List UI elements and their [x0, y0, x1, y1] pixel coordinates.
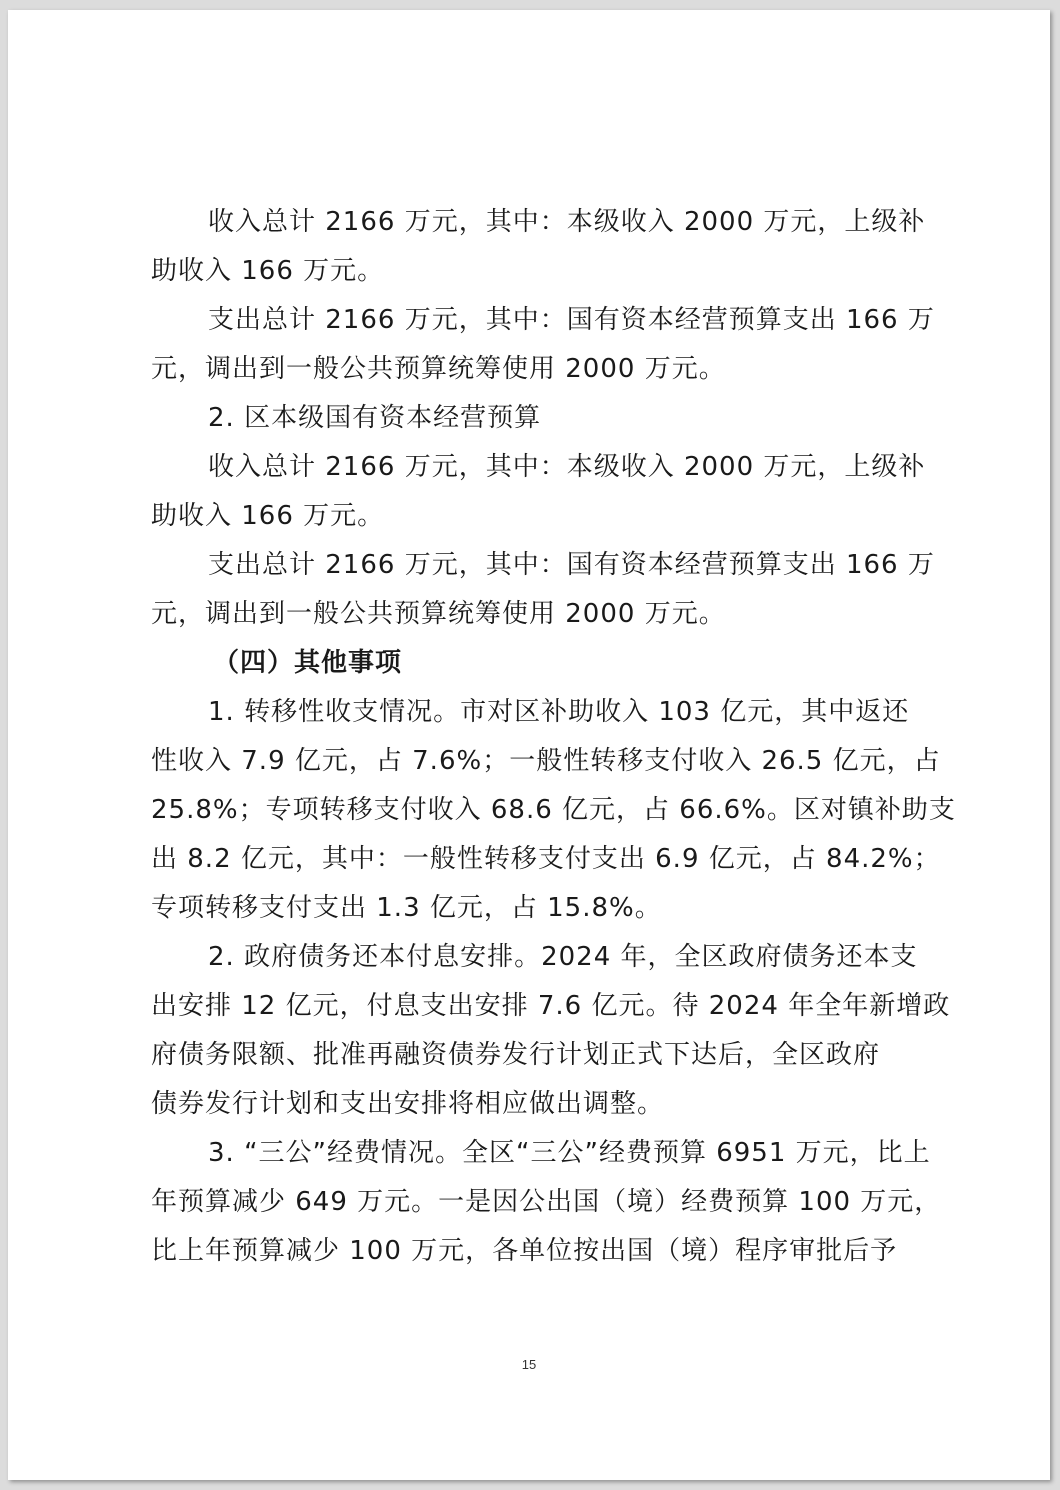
text-line: 2. 政府债务还本付息安排。2024 年，全区政府债务还本支: [208, 942, 918, 972]
text-line: 支出总计 2166 万元，其中：国有资本经营预算支出 166 万: [208, 305, 935, 335]
text-line: 债券发行计划和支出安排将相应做出调整。: [151, 1089, 665, 1119]
text-line: 收入总计 2166 万元，其中：本级收入 2000 万元，上级补: [208, 207, 926, 237]
text-line: 25.8%；专项转移支付收入 68.6 亿元，占 66.6%。区对镇补助支: [151, 795, 956, 825]
document-body: [151, 198, 956, 1276]
text-line: 助收入 166 万元。: [151, 501, 385, 531]
text-line: 比上年预算减少 100 万元，各单位按出国（境）程序审批后予: [151, 1236, 898, 1266]
text-line: （四）其他事项: [213, 648, 403, 678]
text-line: 1. 转移性收支情况。市对区补助收入 103 亿元，其中返还: [208, 697, 910, 727]
text-line: 专项转移支付支出 1.3 亿元，占 15.8%。: [151, 893, 662, 923]
page-number: 15: [521, 1357, 537, 1372]
document-page: [8, 10, 1050, 1480]
text-line: 3. “三公”经费情况。全区“三公”经费预算 6951 万元，比上: [208, 1138, 931, 1168]
text-line: 元，调出到一般公共预算统筹使用 2000 万元。: [151, 354, 726, 384]
text-line: 年预算减少 649 万元。一是因公出国（境）经费预算 100 万元，: [151, 1187, 942, 1217]
text-line: 出安排 12 亿元，付息支出安排 7.6 亿元。待 2024 年全年新增政: [151, 991, 951, 1021]
text-line: 助收入 166 万元。: [151, 256, 385, 286]
text-line: 府债务限额、批准再融资债券发行计划正式下达后，全区政府: [151, 1040, 881, 1070]
text-line: 2. 区本级国有资本经营预算: [208, 403, 542, 433]
text-line: 收入总计 2166 万元，其中：本级收入 2000 万元，上级补: [208, 452, 926, 482]
text-line: 性收入 7.9 亿元，占 7.6%；一般性转移支付收入 26.5 亿元，占: [151, 746, 941, 776]
text-line: 支出总计 2166 万元，其中：国有资本经营预算支出 166 万: [208, 550, 935, 580]
text-line: 元，调出到一般公共预算统筹使用 2000 万元。: [151, 599, 726, 629]
text-line: 出 8.2 亿元，其中：一般性转移支付支出 6.9 亿元，占 84.2%；: [151, 844, 941, 874]
